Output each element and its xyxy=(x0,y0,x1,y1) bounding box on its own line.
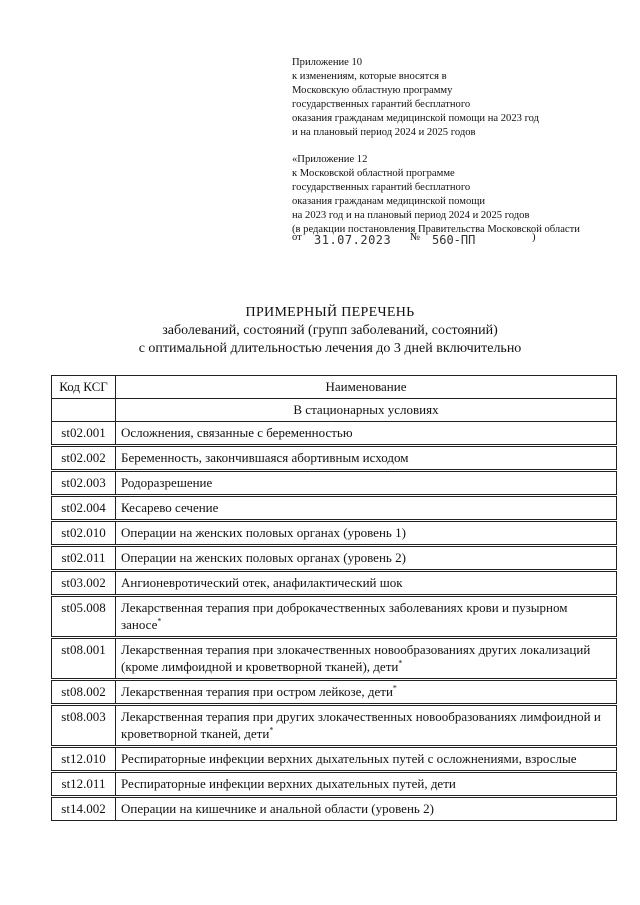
ksg-code: st12.011 xyxy=(52,772,116,797)
header-line: оказания гражданам медицинской помощи на 2023 год xyxy=(292,113,540,124)
ksg-code: st02.001 xyxy=(52,422,116,446)
table-row xyxy=(52,521,617,546)
resolution-date: 31.07.2023 xyxy=(314,233,392,247)
table-row xyxy=(52,422,617,446)
column-header-name: Наименование xyxy=(116,376,617,399)
ksg-code: st08.001 xyxy=(52,638,116,680)
header-line: и на плановый период 2024 и 2025 годов xyxy=(292,127,476,138)
table-row xyxy=(52,797,617,821)
table-row xyxy=(52,471,617,496)
ksg-code: st02.010 xyxy=(52,521,116,546)
ksg-name xyxy=(116,638,617,680)
footnote-mark: * xyxy=(269,725,274,735)
number-sign: № xyxy=(410,232,421,243)
table-row xyxy=(52,747,617,772)
close-paren: ) xyxy=(532,232,536,243)
ksg-name-text: Лекарственная терапия при злокачественных новообразованиях других локализаций (кроме лимфоидной и кроветворной тканей), дети xyxy=(121,642,591,674)
header-line: государственных гарантий бесплатного xyxy=(292,99,471,110)
header-line: оказания гражданам медицинской помощи xyxy=(292,196,486,207)
ksg-code: st08.002 xyxy=(52,680,116,705)
ksg-name: Респираторные инфекции верхних дыхательных путей, дети xyxy=(116,772,617,797)
title-subtitle-2: с оптимальной длительностью лечения до 3 дней включительно xyxy=(138,341,522,356)
header-line: государственных гарантий бесплатного xyxy=(292,182,471,193)
header-line: к Московской областной программе xyxy=(292,168,455,179)
ksg-table xyxy=(51,375,617,821)
ksg-name: Родоразрешение xyxy=(116,471,617,496)
ksg-name: Операции на кишечнике и анальной области (уровень 2) xyxy=(116,797,617,821)
title-subtitle-1: заболеваний, состояний (групп заболеваний, состояний) xyxy=(162,323,498,338)
ksg-name: Осложнения, связанные с беременностью xyxy=(116,422,617,446)
ksg-code: st02.003 xyxy=(52,471,116,496)
ksg-name xyxy=(116,596,617,638)
ksg-code: st03.002 xyxy=(52,571,116,596)
header-line: (в редакции постановления Правительства Московской области xyxy=(292,224,580,235)
ksg-code: st08.003 xyxy=(52,705,116,747)
table-row xyxy=(52,638,617,680)
title-main: ПРИМЕРНЫЙ ПЕРЕЧЕНЬ xyxy=(245,305,415,320)
header-line: Московскую областную программу xyxy=(292,85,453,96)
table-row xyxy=(52,546,617,571)
table-row xyxy=(52,772,617,797)
ksg-name: Беременность, закончившаяся абортивным исходом xyxy=(116,446,617,471)
section-label: В стационарных условиях xyxy=(116,399,617,422)
ksg-name: Ангионевротический отек, анафилактический шок xyxy=(116,571,617,596)
ksg-name: Операции на женских половых органах (уровень 1) xyxy=(116,521,617,546)
ksg-name xyxy=(116,705,617,747)
ksg-code: st02.002 xyxy=(52,446,116,471)
ksg-code: st12.010 xyxy=(52,747,116,772)
header-line: на 2023 год и на плановый период 2024 и 2025 годов xyxy=(292,210,530,221)
ksg-code: st14.002 xyxy=(52,797,116,821)
footnote-mark: * xyxy=(398,658,403,668)
ksg-code: st05.008 xyxy=(52,596,116,638)
footnote-mark: * xyxy=(392,683,397,693)
table-row xyxy=(52,680,617,705)
section-empty-cell xyxy=(52,399,116,422)
ksg-name-text: Лекарственная терапия при доброкачественных заболеваниях крови и пузырном заносе xyxy=(121,600,568,632)
header-line: к изменениям, которые вносятся в xyxy=(292,71,447,82)
table-row xyxy=(52,596,617,638)
table-row xyxy=(52,446,617,471)
footnote-mark: * xyxy=(157,616,162,626)
header-line: «Приложение 12 xyxy=(292,154,368,165)
document-title xyxy=(40,304,620,358)
ksg-name: Респираторные инфекции верхних дыхательных путей с осложнениями, взрослые xyxy=(116,747,617,772)
column-header-code: Код КСГ xyxy=(52,376,116,399)
appendix-header xyxy=(292,56,632,237)
ksg-code: st02.004 xyxy=(52,496,116,521)
header-line: Приложение 10 xyxy=(292,57,363,68)
ksg-code: st02.011 xyxy=(52,546,116,571)
ksg-name xyxy=(116,680,617,705)
table-row xyxy=(52,571,617,596)
section-row xyxy=(52,399,617,422)
ot-label: от xyxy=(292,232,302,243)
table-row xyxy=(52,705,617,747)
table-header-row xyxy=(52,376,617,399)
resolution-reference xyxy=(292,232,612,252)
ksg-name-text: Лекарственная терапия при остром лейкозе, дети xyxy=(121,684,393,699)
table-row xyxy=(52,496,617,521)
ksg-name: Кесарево сечение xyxy=(116,496,617,521)
ksg-name: Операции на женских половых органах (уровень 2) xyxy=(116,546,617,571)
ksg-name-text: Лекарственная терапия при других злокачественных новообразованиях лимфоидной и кроветворной тканей, дети xyxy=(121,709,601,741)
resolution-number: 560-ПП xyxy=(432,233,476,247)
